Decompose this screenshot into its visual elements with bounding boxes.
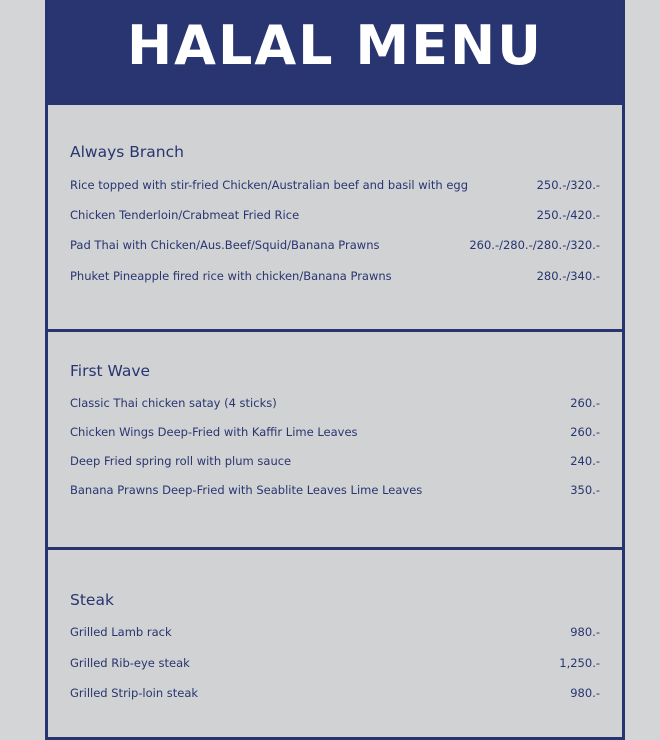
item-name: Chicken Wings Deep-Fried with Kaffir Lime Leaves — [70, 425, 358, 439]
section-always-branch — [48, 105, 622, 332]
item-price: 260.- — [570, 425, 600, 439]
list-item — [70, 267, 600, 285]
section-title: Steak — [70, 591, 114, 609]
item-price: 350.- — [570, 483, 600, 497]
section-steak — [48, 550, 622, 740]
list-item — [70, 423, 600, 441]
item-name: Deep Fried spring roll with plum sauce — [70, 454, 292, 468]
item-price: 1,250.- — [559, 656, 600, 670]
section-title: Always Branch — [70, 143, 184, 161]
item-name: Chicken Tenderloin/Crabmeat Fried Rice — [70, 208, 300, 222]
item-price: 240.- — [570, 454, 600, 468]
menu-title: HALAL MENU — [126, 14, 544, 77]
list-item — [70, 654, 600, 672]
item-name: Pad Thai with Chicken/Aus.Beef/Squid/Banana Prawns — [70, 238, 380, 252]
item-price: 280.-/340.- — [536, 269, 600, 283]
item-name: Grilled Strip-loin steak — [70, 686, 199, 700]
menu-card — [45, 0, 625, 740]
list-item — [70, 452, 600, 470]
list-item — [70, 176, 600, 194]
section-title: First Wave — [70, 362, 151, 380]
item-name: Classic Thai chicken satay (4 sticks) — [70, 396, 277, 410]
item-price: 980.- — [570, 686, 600, 700]
item-price: 980.- — [570, 625, 600, 639]
item-price: 250.-/320.- — [536, 178, 600, 192]
list-item — [70, 236, 600, 254]
item-price: 260.-/280.-/280.-/320.- — [469, 238, 600, 252]
item-price: 260.- — [570, 396, 600, 410]
list-item — [70, 206, 600, 224]
list-item — [70, 623, 600, 641]
list-item — [70, 481, 600, 499]
list-item — [70, 394, 600, 412]
item-price: 250.-/420.- — [536, 208, 600, 222]
section-first-wave — [48, 332, 622, 550]
menu-header — [48, 0, 622, 105]
item-name: Rice topped with stir-fried Chicken/Australian beef and basil with egg — [70, 178, 469, 192]
list-item — [70, 684, 600, 702]
item-name: Phuket Pineapple fired rice with chicken/Banana Prawns — [70, 269, 392, 283]
item-name: Grilled Lamb rack — [70, 625, 172, 639]
item-name: Grilled Rib-eye steak — [70, 656, 190, 670]
item-name: Banana Prawns Deep-Fried with Seablite Leaves Lime Leaves — [70, 483, 423, 497]
